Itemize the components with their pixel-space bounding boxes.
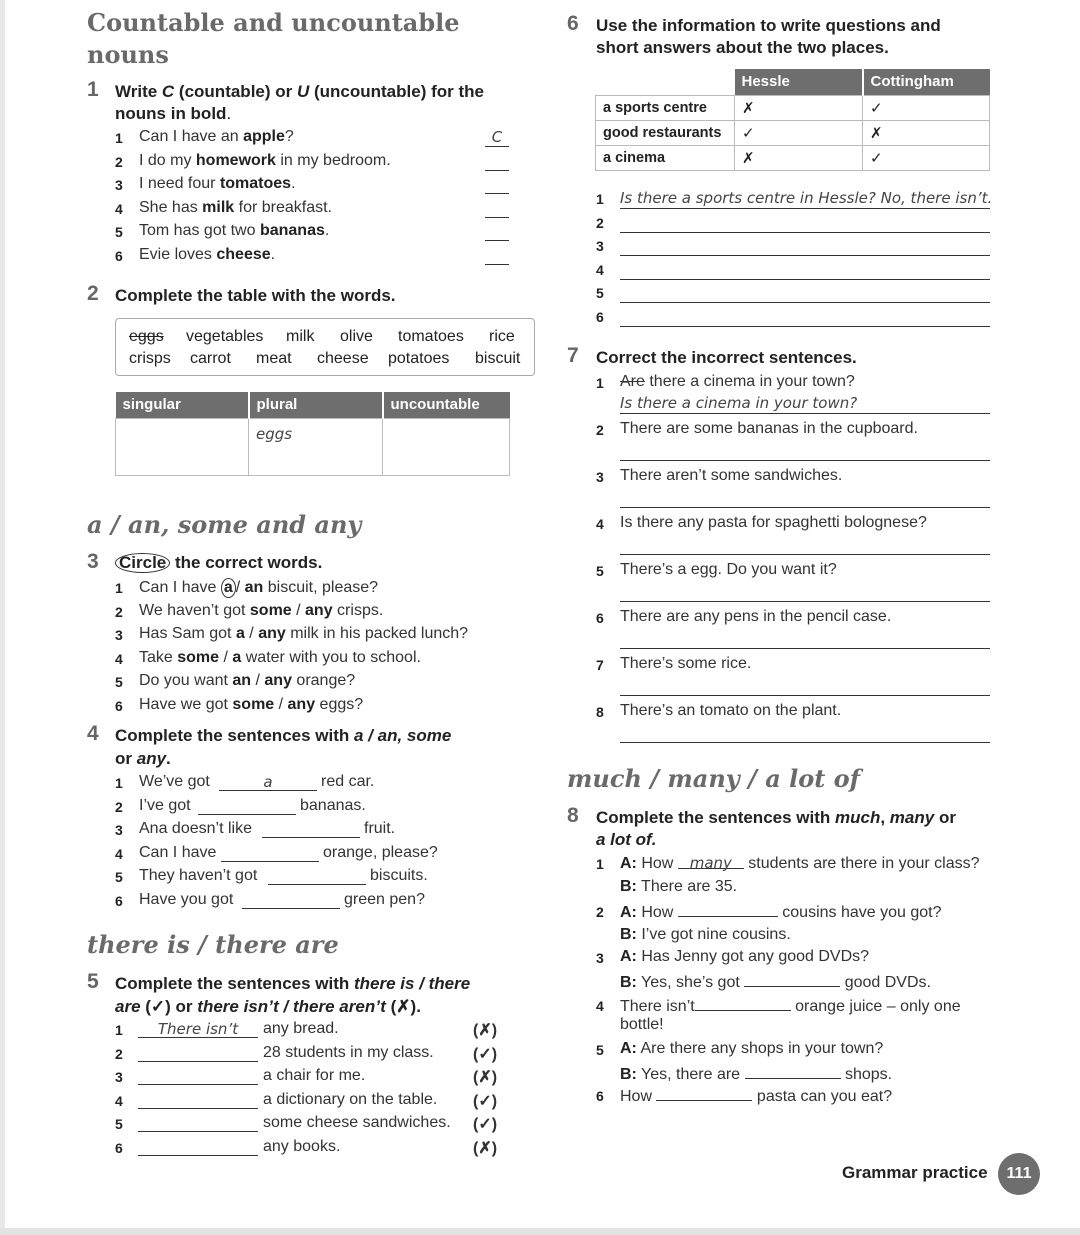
answer-blank[interactable]	[678, 902, 778, 917]
item-number: 1	[596, 191, 604, 207]
sentence-line	[620, 467, 842, 485]
word-chip: milk	[286, 328, 315, 345]
exercise-title: Use the information to write questions and	[596, 16, 941, 35]
text: .	[324, 222, 330, 239]
bold-noun: milk	[202, 198, 235, 216]
sentence-line	[139, 649, 421, 667]
exercise-title: Correct the incorrect sentences.	[596, 348, 857, 367]
item-number: 1	[115, 580, 123, 596]
text: There’s an tomato on the plant.	[620, 702, 842, 719]
sentence-text: any books.	[263, 1137, 341, 1155]
sentence-text: Have you got	[139, 890, 234, 908]
section-heading-countable-line2: nouns	[87, 40, 169, 69]
text: Has Sam got	[139, 625, 236, 642]
text: .	[270, 245, 276, 263]
table-row	[596, 120, 990, 145]
bold-noun: cheese	[216, 245, 271, 263]
item-number: 5	[596, 563, 604, 579]
section-heading-much: much / many / a lot of	[567, 764, 861, 793]
sentence-text: bananas.	[300, 796, 366, 814]
sentence-line	[139, 625, 468, 643]
item-number: 6	[596, 610, 604, 626]
answer-blank[interactable]	[485, 175, 509, 194]
exercise-title-line2: or any.	[115, 749, 171, 768]
item-number: 3	[596, 469, 604, 485]
text: /	[274, 695, 288, 713]
dialogue-line: A: Has Jenny got any good DVDs?	[620, 948, 870, 965]
word-chip: potatoes	[388, 350, 450, 367]
table-header: plural	[249, 392, 383, 418]
exercise-number: 2	[87, 282, 99, 305]
exercise-title: Complete the sentences with much, many or	[596, 808, 956, 827]
sentence-line	[139, 696, 363, 714]
sentence-text: some cheese sandwiches.	[263, 1114, 451, 1131]
sentence-text: orange, please?	[323, 843, 438, 861]
sentence-line	[139, 672, 355, 690]
option-word[interactable]: a	[232, 648, 242, 666]
word-chip: meat	[256, 350, 292, 367]
answer-blank[interactable]	[219, 773, 317, 791]
sentence-line: How pasta can you eat?	[620, 1088, 893, 1105]
sentence-line: bottle!	[620, 1016, 664, 1033]
option-word[interactable]: any	[264, 672, 292, 689]
section-heading-articles: a / an, some and any	[87, 510, 362, 539]
tick-cross-mark: (✓)	[473, 1045, 498, 1063]
exercise-title-line2: nouns in bold.	[115, 104, 232, 123]
item-number: 3	[115, 177, 123, 193]
text: ?	[284, 128, 294, 145]
sentence-text: biscuits.	[370, 867, 428, 884]
exercise-title: Complete the sentences with a / an, some	[115, 726, 452, 745]
exercise-number: 3	[87, 550, 99, 573]
answer-line[interactable]	[620, 629, 990, 649]
page-edge	[0, 0, 5, 1235]
item-number: 2	[115, 603, 123, 620]
dialogue-line: B: Yes, she’s got good DVDs.	[620, 974, 931, 991]
sentence-line	[620, 702, 841, 720]
sentence-text: fruit.	[364, 820, 396, 837]
exercise-number: 4	[87, 722, 99, 745]
bold-noun: bananas	[259, 222, 325, 239]
exercise-title-line2: a lot of.	[596, 830, 657, 849]
sentence-line	[139, 602, 383, 620]
tick-cross-mark: (✓)	[473, 1116, 498, 1133]
option-word[interactable]: an	[232, 672, 252, 689]
answer-blank[interactable]	[138, 1020, 258, 1038]
answer-line[interactable]	[620, 260, 990, 280]
text: in my bedroom.	[275, 151, 391, 169]
text: /	[251, 672, 265, 689]
answer-blank[interactable]	[268, 867, 366, 885]
dialogue-line: B: There are 35.	[620, 878, 738, 895]
text: eggs?	[315, 695, 364, 713]
item-number: 6	[115, 697, 123, 714]
item-number: 8	[596, 704, 604, 720]
answer-line[interactable]	[620, 283, 990, 303]
text: /	[291, 601, 306, 619]
answer-blank[interactable]	[485, 128, 509, 147]
answer-blank[interactable]	[198, 797, 296, 815]
exercise-number: 1	[87, 78, 99, 101]
sentence-line	[139, 128, 294, 146]
word-chip: crisps	[129, 350, 171, 367]
item-number: 3	[596, 238, 604, 254]
dialogue-line: A: How cousins have you got?	[620, 904, 942, 921]
bold-noun: homework	[195, 151, 276, 169]
item-number: 3	[596, 950, 604, 966]
cottingham-cell: ✓	[863, 145, 990, 170]
item-number: 4	[596, 998, 604, 1014]
sentence-line	[139, 246, 275, 264]
text: for breakfast.	[234, 198, 332, 216]
sentence-text: They haven’t got	[139, 867, 258, 884]
text: There’s some rice.	[620, 655, 752, 672]
text: .	[291, 175, 296, 192]
answer-line[interactable]	[620, 236, 990, 256]
answer-line[interactable]	[620, 189, 993, 209]
sentence-line	[139, 175, 296, 193]
option-word[interactable]: any	[305, 601, 333, 619]
sentence-line	[139, 222, 329, 240]
item-number: 5	[115, 674, 123, 690]
word-chip: olive	[340, 328, 373, 345]
exercise-title: Complete the sentences with there is / there	[115, 974, 471, 993]
text: I do my	[139, 151, 196, 169]
table-header-empty	[596, 69, 735, 95]
dialogue-line: A: How many students are there in your class?	[620, 854, 980, 872]
answer-blank[interactable]	[485, 246, 509, 265]
tick-cross-mark: (✗)	[473, 1139, 498, 1157]
text: Tom has got two	[139, 222, 260, 239]
answer-line[interactable]	[620, 307, 990, 327]
text: /	[244, 625, 259, 642]
table-row	[596, 95, 990, 120]
text: crisps.	[332, 601, 384, 619]
answer-line[interactable]	[620, 535, 990, 555]
word-chip: rice	[489, 328, 515, 345]
place-cell: a cinema	[596, 145, 735, 170]
dialogue-line: A: Are there any shops in your town?	[620, 1040, 884, 1057]
item-number: 4	[596, 516, 604, 532]
answer-blank[interactable]	[138, 1091, 258, 1109]
sentence-text: We’ve got	[139, 773, 210, 790]
option-word[interactable]: some	[232, 695, 275, 713]
sentence-text: Can I have	[139, 843, 217, 861]
text: biscuit, please?	[263, 579, 379, 596]
handwritten-answer: There isn’t	[157, 1020, 239, 1038]
text: milk in his packed lunch?	[285, 625, 469, 642]
tick-cross-mark: (✗)	[473, 1069, 498, 1086]
item-number: 2	[596, 904, 604, 920]
answer-blank[interactable]	[485, 199, 509, 218]
item-number: 1	[596, 375, 604, 391]
item-number: 6	[596, 1088, 604, 1104]
answer-line[interactable]	[620, 213, 990, 233]
item-number: 3	[115, 627, 123, 643]
handwritten-answer: a	[263, 773, 273, 791]
classification-table	[115, 392, 510, 476]
text: There are any pens in the pencil case.	[620, 608, 892, 625]
sentence-line	[139, 578, 378, 598]
item-number: 5	[115, 224, 123, 240]
cottingham-cell: ✓	[863, 95, 990, 120]
exercise-title: Complete the table with the words.	[115, 286, 396, 305]
item-number: 2	[115, 798, 123, 815]
answer-blank[interactable]	[656, 1086, 752, 1101]
answer-blank[interactable]	[221, 844, 319, 862]
handwritten-answer: Is there a cinema in your town?	[620, 394, 858, 412]
cottingham-cell: ✗	[863, 120, 990, 145]
option-word[interactable]: some	[177, 648, 220, 666]
answer-line[interactable]	[620, 394, 990, 414]
sentence-text: a chair for me.	[263, 1067, 366, 1084]
text: Can I have	[139, 579, 221, 596]
table-header: singular	[116, 392, 249, 418]
word-chip: vegetables	[186, 328, 264, 345]
item-number: 7	[596, 657, 604, 673]
tick-cross-mark: (✓)	[473, 1092, 498, 1110]
item-number: 4	[596, 261, 604, 278]
page-number-badge: 111	[998, 1153, 1040, 1195]
handwritten-answer: eggs	[256, 424, 293, 443]
answer-blank[interactable]	[485, 152, 509, 171]
text: Can I have an	[139, 128, 244, 145]
item-number: 6	[115, 892, 123, 909]
sentence-text: any bread.	[263, 1020, 339, 1037]
dialogue-line: B: I’ve got nine cousins.	[620, 926, 791, 943]
text: Is there any pasta for spaghetti bolognese?	[620, 514, 927, 531]
sentence-text: red car.	[321, 773, 375, 790]
text: I need four	[139, 175, 220, 192]
sentence-line	[139, 199, 332, 217]
footer-label: Grammar practice	[842, 1163, 988, 1182]
item-number: 5	[115, 1116, 123, 1132]
answer-line[interactable]	[620, 441, 990, 461]
item-number: 5	[596, 1042, 604, 1058]
text: Evie loves	[139, 245, 217, 263]
sentence-line	[620, 420, 918, 438]
sentence-line	[139, 152, 391, 170]
exercise-title-line2: short answers about the two places.	[596, 38, 889, 57]
item-number: 1	[115, 775, 123, 791]
option-word[interactable]: a	[235, 625, 245, 642]
item-number: 4	[115, 200, 123, 217]
exercise-number: 7	[567, 344, 579, 367]
exercise-number: 6	[567, 12, 579, 35]
item-number: 5	[596, 285, 604, 301]
item-number: 2	[596, 422, 604, 438]
word-chip: biscuit	[475, 350, 521, 367]
section-heading-there: there is / there are	[87, 930, 339, 959]
option-word[interactable]: any	[287, 695, 316, 713]
item-number: 5	[115, 869, 123, 885]
sentence-text: a dictionary on the table.	[263, 1090, 438, 1108]
text: There aren’t some sandwiches.	[620, 467, 843, 484]
item-number: 4	[115, 650, 123, 667]
text: water with you to school.	[241, 648, 421, 666]
table-cell[interactable]	[249, 418, 383, 475]
item-number: 4	[115, 1092, 123, 1109]
section-heading-countable: Countable and uncountable	[87, 8, 460, 37]
word-chip: tomatoes	[398, 328, 464, 345]
text: We haven’t got	[139, 601, 250, 619]
answer-blank[interactable]	[485, 222, 509, 241]
text: There’s a egg. Do you want it?	[620, 561, 837, 578]
item-number: 2	[596, 214, 604, 231]
place-cell: good restaurants	[596, 120, 735, 145]
page-edge	[0, 1228, 1080, 1235]
text: Have we got	[139, 695, 233, 713]
table-cell[interactable]	[116, 418, 249, 475]
answer-line[interactable]	[620, 723, 990, 743]
item-number: 3	[115, 822, 123, 838]
places-table	[595, 69, 990, 171]
answer-blank[interactable]	[138, 1044, 258, 1062]
table-cell[interactable]	[383, 418, 510, 475]
answer-blank[interactable]	[262, 820, 360, 838]
hessle-cell: ✓	[735, 120, 863, 145]
text: orange?	[291, 672, 356, 689]
answer-blank[interactable]	[138, 1138, 258, 1156]
handwritten-answer: C	[491, 128, 503, 146]
exercise-number: 8	[567, 804, 579, 827]
word-chip: cheese	[317, 350, 369, 367]
answer-blank[interactable]	[744, 972, 840, 987]
item-number: 1	[596, 856, 604, 872]
answer-line[interactable]	[620, 582, 990, 602]
answer-blank[interactable]	[138, 1114, 258, 1132]
sentence-text: I’ve got	[139, 796, 191, 814]
answer-blank[interactable]	[745, 1064, 841, 1079]
item-number: 1	[115, 1022, 123, 1038]
bold-noun: apple	[243, 128, 285, 145]
exercise-title: Write C (countable) or U (uncountable) for the	[115, 82, 484, 101]
text: /	[235, 579, 245, 596]
sentence-line	[620, 608, 891, 626]
bold-noun: tomatoes	[219, 175, 292, 192]
table-header: Hessle	[735, 69, 863, 95]
text: there a cinema in your town?	[644, 373, 855, 390]
sentence-text: green pen?	[344, 890, 425, 908]
item-number: 1	[115, 130, 123, 146]
sentence-line	[620, 561, 837, 579]
text: She has	[139, 198, 203, 216]
item-number: 6	[115, 247, 123, 264]
text: /	[219, 648, 233, 666]
hessle-cell: ✗	[735, 145, 863, 170]
word-chip: carrot	[190, 350, 231, 367]
answer-blank[interactable]	[242, 891, 340, 909]
exercise-number: 5	[87, 970, 99, 993]
word-chip: eggs	[129, 328, 164, 345]
dialogue-line: B: Yes, there are shops.	[620, 1066, 893, 1083]
option-word[interactable]: any	[258, 625, 286, 642]
struck-word: Are	[620, 373, 645, 390]
tick-cross-mark: (✗)	[473, 1022, 498, 1039]
text: There are some bananas in the cupboard.	[620, 420, 918, 437]
answer-blank[interactable]	[695, 996, 791, 1011]
sentence-line	[620, 514, 927, 532]
text: Do you want	[139, 672, 233, 689]
table-header: Cottingham	[863, 69, 990, 95]
sentence-text: Ana doesn’t like	[139, 820, 252, 837]
sentence-line	[620, 373, 855, 391]
sentence-line	[620, 655, 751, 673]
answer-blank[interactable]: many	[678, 854, 744, 869]
option-word[interactable]: some	[249, 601, 292, 619]
exercise-title-line2: are (✓) or there isn’t / there aren’t (✗).	[115, 997, 421, 1016]
place-cell: a sports centre	[596, 95, 735, 120]
item-number: 6	[596, 308, 604, 325]
option-word[interactable]: a	[221, 578, 236, 598]
text: Take	[139, 648, 178, 666]
sentence-text: 28 students in my class.	[263, 1043, 434, 1061]
sentence-line: There isn’t orange juice – only one	[620, 998, 961, 1015]
answer-blank[interactable]	[138, 1067, 258, 1085]
item-number: 2	[115, 1045, 123, 1062]
table-row	[596, 145, 990, 170]
handwritten-answer: Is there a sports centre in Hessle? No, there isn’t.	[620, 189, 993, 207]
hessle-cell: ✗	[735, 95, 863, 120]
exercise-title: Circle the correct words.	[115, 553, 322, 573]
item-number: 6	[115, 1139, 123, 1156]
answer-line[interactable]	[620, 676, 990, 696]
item-number: 3	[115, 1069, 123, 1085]
option-word[interactable]: an	[244, 579, 264, 596]
item-number: 2	[115, 153, 123, 170]
item-number: 4	[115, 845, 123, 862]
answer-line[interactable]	[620, 488, 990, 508]
table-header: uncountable	[383, 392, 510, 418]
